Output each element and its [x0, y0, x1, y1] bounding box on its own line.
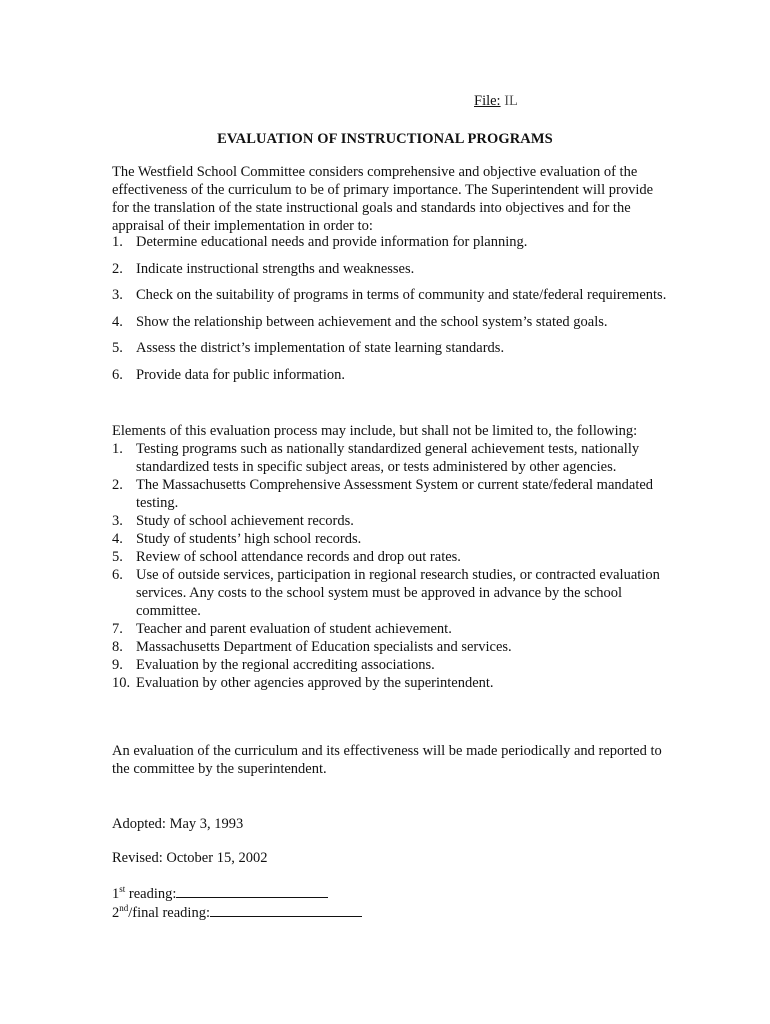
closing-paragraph: An evaluation of the curriculum and its effectiveness will be made periodically and reported to the committee by the superintendent.: [112, 743, 662, 777]
element-text: Evaluation by other agencies approved by the superintendent.: [136, 675, 494, 691]
signature-blank: [210, 903, 362, 917]
element-text: Study of school achievement records.: [136, 513, 354, 529]
element-text: Review of school attendance records and drop out rates.: [136, 549, 461, 565]
file-label: File:: [474, 93, 501, 109]
element-number: 8.: [112, 639, 123, 655]
reading-label: reading:: [125, 886, 177, 902]
element-item: [112, 620, 672, 638]
goal-number: 5.: [112, 340, 123, 356]
intro-paragraph: The Westfield School Committee considers comprehensive and objective evaluation of the effectiveness of the curriculum to be of primary importance. The Superintendent will provide for the translation of the state instructional goals and standards into objectives and for the appraisal of their implementation in order to:: [112, 164, 654, 234]
revised-date: Revised: October 15, 2002: [112, 850, 268, 866]
goal-number: 4.: [112, 313, 123, 330]
goal-number: 6.: [112, 366, 123, 383]
goal-text: Determine educational needs and provide information for planning.: [136, 234, 528, 250]
file-code-value: IL: [504, 93, 518, 109]
element-item: [112, 512, 672, 530]
element-text: Teacher and parent evaluation of student achievement.: [136, 621, 452, 637]
element-item: [112, 566, 672, 620]
goal-number: 3.: [112, 287, 123, 303]
element-item: [112, 674, 672, 692]
elements-list: [112, 440, 672, 692]
goal-item: [112, 286, 672, 304]
element-number: 3.: [112, 513, 123, 529]
goal-text: Show the relationship between achievement and the school system’s stated goals.: [136, 313, 608, 330]
element-item: [112, 440, 672, 476]
element-text: Testing programs such as nationally standardized general achievement tests, nationally standardized tests in specific subject areas, or tests administered by other agencies.: [136, 441, 640, 475]
element-text: Study of students’ high school records.: [136, 531, 362, 547]
element-item: [112, 530, 672, 548]
reading-number: 2: [112, 905, 120, 921]
adopted-date: Adopted: May 3, 1993: [112, 816, 244, 832]
reading-ordinal: nd: [119, 903, 129, 914]
element-number: 1.: [112, 441, 123, 457]
reading-label: /final reading:: [128, 905, 210, 921]
goal-text: Check on the suitability of programs in terms of community and state/federal requirements.: [136, 287, 667, 303]
element-text: Evaluation by the regional accrediting associations.: [136, 657, 435, 673]
goal-number: 2.: [112, 260, 123, 277]
element-text: Use of outside services, participation in regional research studies, or contracted evaluation services. Any costs to the school system must be approved in advance by the school committee.: [136, 567, 660, 619]
final-reading-line: [112, 903, 672, 922]
file-code: [474, 93, 518, 110]
element-number: 10.: [112, 675, 131, 691]
element-text: The Massachusetts Comprehensive Assessment System or current state/federal mandated testing.: [136, 477, 654, 511]
goal-number: 1.: [112, 234, 123, 250]
signature-blank: [176, 884, 328, 898]
goal-text: Indicate instructional strengths and weaknesses.: [136, 260, 415, 277]
goal-item: [112, 339, 672, 357]
element-item: [112, 548, 672, 566]
element-item: [112, 476, 672, 512]
goal-item: [112, 313, 672, 331]
goal-item: [112, 366, 672, 384]
element-text: Massachusetts Department of Education specialists and services.: [136, 639, 512, 655]
element-item: [112, 656, 672, 674]
elements-intro: Elements of this evaluation process may include, but shall not be limited to, the following:: [112, 423, 638, 439]
elements-section: [112, 422, 672, 692]
reading-ordinal: st: [119, 884, 126, 895]
element-number: 6.: [112, 567, 123, 583]
goal-text: Provide data for public information.: [136, 366, 345, 383]
document-title: EVALUATION OF INSTRUCTIONAL PROGRAMS: [217, 131, 553, 147]
reading-lines: [112, 884, 672, 922]
element-number: 7.: [112, 621, 123, 637]
element-number: 9.: [112, 657, 123, 673]
goal-item: [112, 260, 672, 278]
element-item: [112, 638, 672, 656]
goal-item: [112, 233, 672, 251]
reading-number: 1: [112, 886, 120, 902]
element-number: 4.: [112, 531, 123, 547]
goals-list: [112, 233, 672, 392]
first-reading-line: [112, 884, 672, 903]
element-number: 2.: [112, 477, 123, 493]
element-number: 5.: [112, 549, 123, 565]
goal-text: Assess the district’s implementation of state learning standards.: [136, 340, 505, 356]
